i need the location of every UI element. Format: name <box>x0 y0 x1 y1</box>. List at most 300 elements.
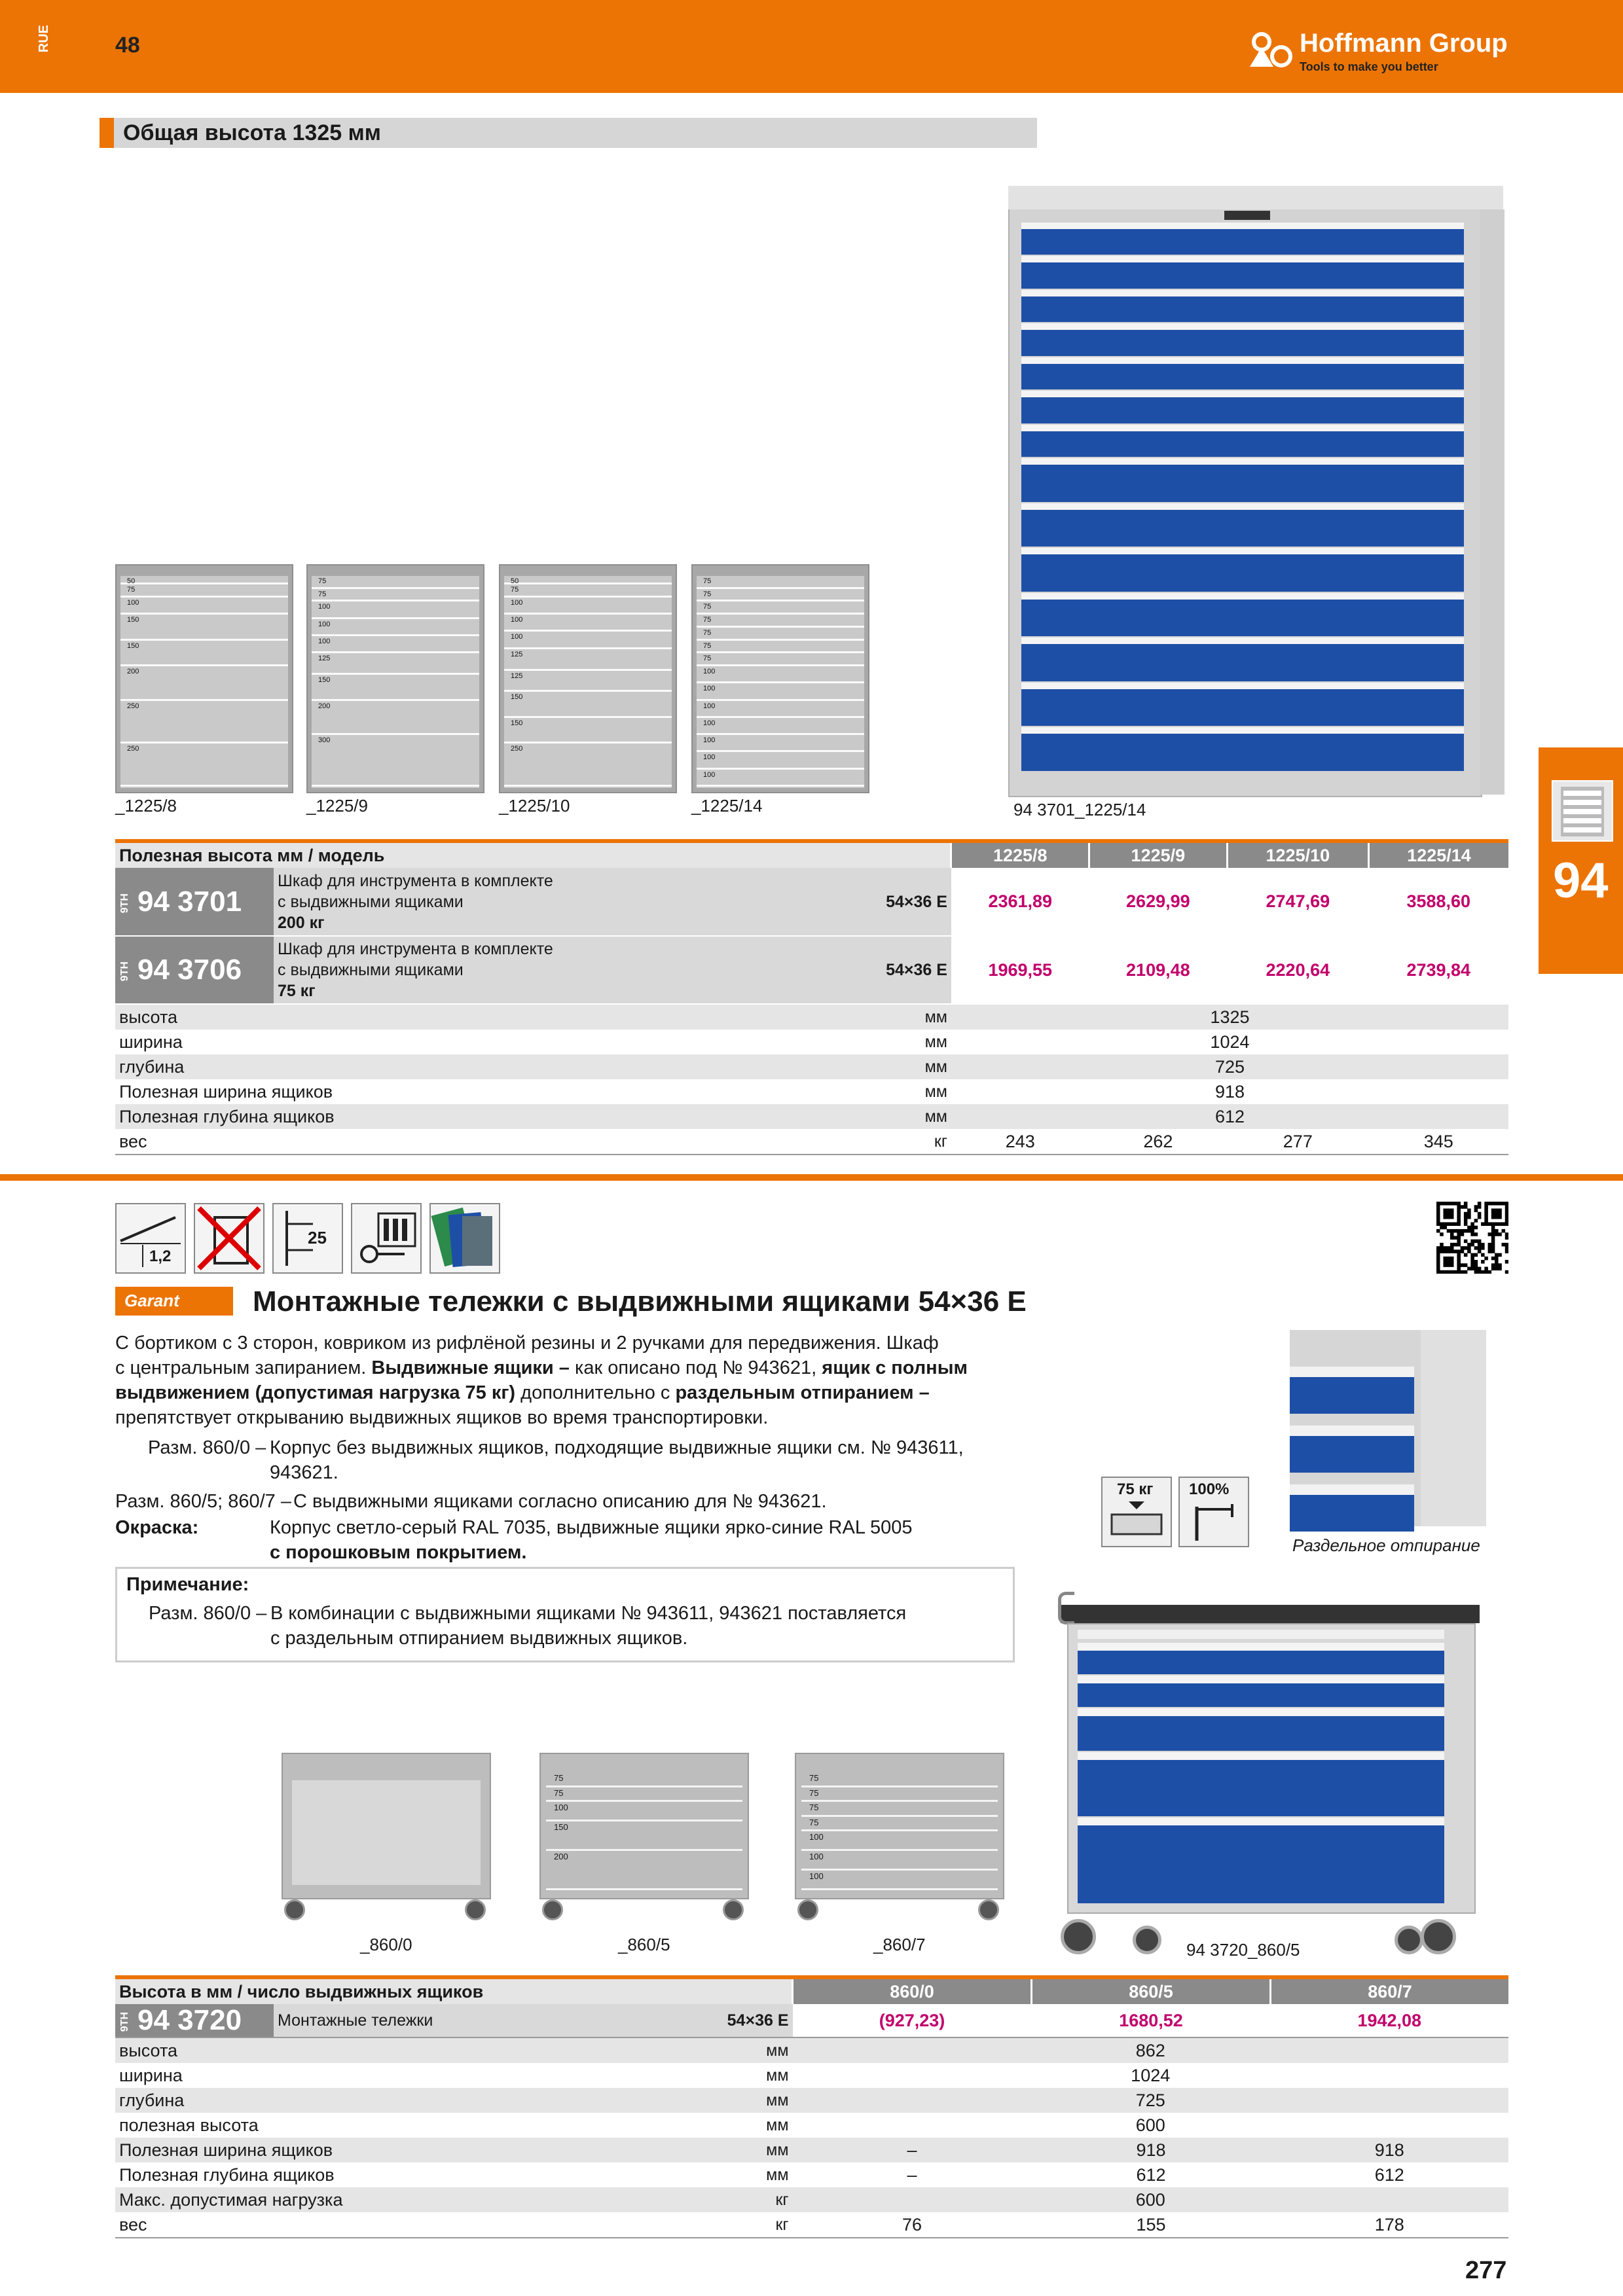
drawer-front <box>1078 1643 1444 1674</box>
extension-badge <box>1178 1477 1249 1547</box>
qr-module <box>1474 1270 1478 1274</box>
qr-code-icon <box>1436 1202 1508 1274</box>
qr-module <box>1495 1260 1499 1264</box>
price: (927,23) <box>879 2010 945 2030</box>
qr-module <box>1484 1222 1488 1226</box>
qr-module <box>1491 1208 1495 1212</box>
drawer <box>697 752 864 769</box>
qr-module <box>1505 1212 1508 1216</box>
drawer-front <box>1290 1484 1414 1532</box>
qr-module <box>1436 1260 1440 1264</box>
qr-module <box>1470 1263 1474 1267</box>
model-header: 1225/10 <box>1227 841 1368 868</box>
qr-module <box>1450 1260 1454 1264</box>
qr-module <box>1502 1229 1506 1233</box>
paint-label: Окраска: <box>115 1517 199 1538</box>
drawer <box>801 1831 998 1851</box>
qr-module <box>1436 1267 1440 1271</box>
spec-value: 725 <box>1214 1056 1245 1077</box>
cabinet-label: _1225/8 <box>115 796 177 816</box>
cabinet-thumbnail <box>499 564 677 793</box>
weight-row <box>115 2212 1508 2238</box>
extension-badge-value: 100% <box>1189 1480 1230 1498</box>
drawer-front <box>1290 1367 1414 1414</box>
load-rating-value: 1,2 <box>149 1247 172 1265</box>
qr-module <box>1505 1208 1508 1212</box>
spec-row <box>115 1004 1508 1030</box>
article-code: 94 3720 <box>137 2004 242 2036</box>
footer-page-number: 277 <box>1465 2257 1507 2284</box>
qr-module <box>1440 1222 1444 1226</box>
cabinet-front <box>697 576 864 788</box>
trolley-photo-label: 94 3720_860/5 <box>1186 1940 1300 1960</box>
product-description <box>274 936 818 1004</box>
qr-module <box>1502 1222 1506 1226</box>
qr-module <box>1488 1232 1492 1236</box>
drawer-height-label: 50 <box>511 577 519 585</box>
drawer-height-label: 100 <box>809 1852 824 1861</box>
drawer <box>697 601 864 615</box>
qr-module <box>1491 1222 1495 1226</box>
drawer-height-label: 100 <box>703 702 716 710</box>
qr-module <box>1457 1232 1461 1236</box>
qr-module <box>1484 1270 1488 1274</box>
drawer-height-label: 250 <box>127 745 139 753</box>
qr-module <box>1467 1226 1471 1230</box>
qr-module <box>1464 1205 1468 1209</box>
qr-module <box>1495 1257 1499 1261</box>
section-title-bar <box>100 118 1037 148</box>
qr-module <box>1464 1219 1468 1223</box>
spec-value: 862 <box>1135 2040 1165 2060</box>
spec-name: высота <box>119 1007 178 1027</box>
qr-module <box>1498 1208 1502 1212</box>
qr-module <box>1495 1229 1499 1233</box>
chapter-tab <box>1539 747 1623 974</box>
qr-module <box>1491 1257 1495 1261</box>
drawer <box>312 601 479 619</box>
drawer <box>120 584 288 598</box>
drawer <box>697 615 864 628</box>
qr-module <box>1470 1232 1474 1236</box>
qr-module <box>1447 1229 1451 1233</box>
text-run: как описано под № 943621, <box>569 1357 822 1378</box>
qr-module <box>1457 1243 1461 1247</box>
qr-module <box>1461 1229 1465 1233</box>
product-row <box>115 936 1508 1004</box>
qr-module <box>1453 1270 1457 1274</box>
qr-module <box>1488 1270 1492 1274</box>
table-header-row <box>115 841 1508 868</box>
qr-module <box>1470 1267 1474 1271</box>
spec-unit: мм <box>924 1107 947 1126</box>
price: 1680,52 <box>1119 2010 1183 2030</box>
cabinet-front <box>120 576 288 788</box>
qr-module <box>1440 1232 1444 1236</box>
drawer-height-label: 100 <box>511 598 523 607</box>
qr-module <box>1464 1253 1468 1257</box>
qr-module <box>1440 1246 1444 1250</box>
qr-module <box>1461 1232 1465 1236</box>
qr-module <box>1436 1202 1440 1206</box>
drawer-height-label: 150 <box>318 676 331 685</box>
qr-module <box>1484 1257 1488 1261</box>
drawer <box>801 1802 998 1817</box>
drawer-height-label: 150 <box>127 616 139 624</box>
cabinet-top <box>1008 186 1503 209</box>
size-text: С выдвижными ящиками согласно описанию для № 943621. <box>293 1491 827 1512</box>
qr-module <box>1447 1246 1451 1250</box>
cabinet-drawers <box>1021 223 1480 772</box>
qr-module <box>1443 1260 1447 1264</box>
description-line <box>115 1381 930 1405</box>
qr-module <box>1443 1226 1447 1230</box>
drawer-front <box>1021 637 1464 681</box>
qr-code[interactable] <box>1436 1202 1508 1274</box>
qr-module <box>1505 1215 1508 1219</box>
text-run: Выдвижные ящики – <box>371 1357 570 1378</box>
load-badge <box>1101 1477 1172 1547</box>
lock-strip <box>1078 1630 1444 1639</box>
qr-module <box>1436 1263 1440 1267</box>
qr-module <box>1453 1243 1457 1247</box>
qr-module <box>1505 1219 1508 1223</box>
spec-name: полезная высота <box>119 2115 259 2135</box>
qr-module <box>1467 1229 1471 1233</box>
drawer-height-label: 75 <box>511 586 519 594</box>
drawer <box>120 641 288 666</box>
drawer-height-label: 75 <box>809 1787 819 1798</box>
qr-module <box>1495 1208 1499 1212</box>
open-compartment <box>292 1780 481 1885</box>
qr-module <box>1457 1229 1461 1233</box>
drawer-height-label: 100 <box>809 1871 824 1881</box>
drawer <box>546 1772 742 1787</box>
spec-unit: кг <box>775 2190 789 2209</box>
spec-unit: мм <box>766 2066 789 2085</box>
qr-module <box>1457 1208 1461 1212</box>
spec-unit: мм <box>924 1032 947 1051</box>
qr-module <box>1481 1243 1485 1247</box>
drawer-height-label: 75 <box>703 641 712 650</box>
drawer <box>801 1851 998 1871</box>
qr-module <box>1453 1236 1457 1240</box>
cabinet-table <box>115 839 1508 1155</box>
trolley-thumbnail <box>275 1740 498 1936</box>
drawer <box>504 744 672 787</box>
drawer-height-label: 50 <box>127 577 136 585</box>
qr-module <box>1498 1202 1502 1206</box>
drawer-front <box>1021 458 1464 502</box>
spec-unit: мм <box>924 1007 947 1026</box>
product-row <box>115 2004 1508 2037</box>
qr-module <box>1443 1263 1447 1267</box>
qr-module <box>1457 1257 1461 1261</box>
brand-tagline: Tools to make you better <box>1300 60 1438 73</box>
qr-module <box>1450 1212 1454 1216</box>
product-description <box>274 868 818 936</box>
qr-module <box>1491 1232 1495 1236</box>
qr-module <box>1484 1205 1488 1209</box>
spec-unit: мм <box>924 1057 947 1076</box>
drawer <box>312 619 479 636</box>
spec-row <box>115 2063 1508 2088</box>
table-header-row <box>115 1977 1508 2004</box>
spec-name: Полезная глубина ящиков <box>119 2164 335 2185</box>
cabinet-thumbnail <box>306 564 484 793</box>
article-number <box>115 868 274 936</box>
qr-module <box>1478 1205 1482 1209</box>
qr-module <box>1443 1257 1447 1261</box>
qr-module <box>1461 1249 1465 1253</box>
spec-row <box>115 2088 1508 2113</box>
separate-locking-photo <box>1290 1330 1486 1526</box>
color-swatches-icon <box>429 1203 500 1274</box>
qr-module <box>1453 1202 1457 1206</box>
qr-module <box>1474 1240 1478 1244</box>
detail-caption: Раздельное отпирание <box>1292 1535 1480 1555</box>
qr-module <box>1484 1215 1488 1219</box>
drawer <box>120 615 288 640</box>
wheel <box>1421 1919 1456 1954</box>
qr-module <box>1450 1249 1454 1253</box>
drawer-height-label: 100 <box>511 633 523 641</box>
qr-module <box>1436 1270 1440 1274</box>
qr-module <box>1450 1222 1454 1226</box>
price: 2109,48 <box>1089 936 1228 1004</box>
qr-module <box>1436 1215 1440 1219</box>
qr-module <box>1502 1202 1506 1206</box>
trolley-label: _860/0 <box>360 1935 412 1954</box>
weight-value: 277 <box>1283 1131 1313 1151</box>
qr-module <box>1450 1257 1454 1261</box>
drawer-front <box>1078 1818 1444 1903</box>
qr-module <box>1464 1222 1468 1226</box>
desc-line: Шкаф для инструмента в комплекте <box>278 871 553 890</box>
qr-module <box>1447 1249 1451 1253</box>
cabinet-front <box>312 576 479 788</box>
drawer-height-label: 100 <box>703 668 716 675</box>
chapter-number: 94 <box>1553 853 1609 908</box>
grid-spacing-icon <box>272 1203 343 1274</box>
qr-module <box>1491 1229 1495 1233</box>
qr-module <box>1467 1212 1471 1216</box>
article-code: 94 3701 <box>137 885 242 918</box>
qr-module <box>1453 1249 1457 1253</box>
qr-module <box>1505 1260 1508 1264</box>
note-box <box>115 1567 1015 1662</box>
paint-text: Корпус светло-серый RAL 7035, выдвижные ящики ярко-синие RAL 5005 <box>270 1517 913 1538</box>
drawer <box>697 718 864 735</box>
qr-module <box>1443 1202 1447 1206</box>
qr-module <box>1474 1226 1478 1230</box>
drawer-height-label: 125 <box>318 655 331 663</box>
qr-module <box>1443 1249 1447 1253</box>
model-header: 860/5 <box>1032 1977 1271 2004</box>
qr-module <box>1450 1208 1454 1212</box>
drawer-front <box>1021 683 1464 726</box>
drawer <box>120 598 288 615</box>
hoffmann-logo-icon <box>1247 30 1293 69</box>
drawer-front <box>1021 548 1464 592</box>
drawer-cabinet-icon <box>1553 781 1612 840</box>
drawer-front <box>1078 1676 1444 1707</box>
qr-module <box>1481 1222 1485 1226</box>
qr-module <box>1447 1260 1451 1264</box>
cabinet-label: _1225/14 <box>691 796 763 816</box>
qr-module <box>1450 1202 1454 1206</box>
drawer <box>504 718 672 744</box>
drawer-height-label: 100 <box>703 770 716 779</box>
page-code: RUE <box>37 25 51 53</box>
qr-module <box>1491 1267 1495 1271</box>
cabinet-photo <box>1008 186 1504 795</box>
qr-module <box>1436 1222 1440 1226</box>
model-header: 1225/9 <box>1089 841 1228 868</box>
wheel <box>465 1899 486 1920</box>
drawer <box>312 589 479 602</box>
drawer-front <box>1021 425 1464 457</box>
qr-module <box>1457 1202 1461 1206</box>
qr-module <box>1491 1236 1495 1240</box>
spec-value: 612 <box>1214 1106 1245 1126</box>
trolley-photo <box>1048 1592 1506 1971</box>
weight-value: 243 <box>1005 1131 1035 1151</box>
qr-module <box>1484 1212 1488 1216</box>
qr-module <box>1470 1260 1474 1264</box>
qr-module <box>1470 1222 1474 1226</box>
wheel <box>1395 1926 1423 1954</box>
qr-module <box>1478 1240 1482 1244</box>
drawer <box>697 576 864 589</box>
qr-module <box>1464 1246 1468 1250</box>
section-title: Общая высота 1325 мм <box>123 120 381 145</box>
text-run: дополнительно с <box>515 1382 676 1403</box>
qr-module <box>1491 1215 1495 1219</box>
drawer <box>504 598 672 615</box>
drawer-height-label: 100 <box>703 719 716 727</box>
drawer <box>697 641 864 654</box>
spec-row <box>115 1054 1508 1079</box>
title-accent <box>100 118 114 148</box>
trolley-table <box>115 1975 1508 2238</box>
drawer-height-label: 75 <box>703 655 712 663</box>
qr-module <box>1484 1202 1488 1206</box>
qr-module <box>1502 1243 1506 1247</box>
paint-text: с порошковым покрытием. <box>270 1542 527 1563</box>
text-run: выдвижением (допустимая нагрузка 75 кг) <box>115 1382 516 1403</box>
qr-module <box>1478 1249 1482 1253</box>
spec-unit: кг <box>934 1132 947 1151</box>
qr-module <box>1498 1212 1502 1216</box>
spec-value: 600 <box>1135 2115 1165 2135</box>
drawer <box>697 653 864 666</box>
cabinet-icon <box>1552 780 1613 842</box>
drawer-front <box>1021 290 1464 322</box>
description-line <box>115 1356 968 1380</box>
drawer-front <box>1290 1426 1414 1473</box>
qr-module <box>1443 1270 1447 1274</box>
drawer-height-label: 75 <box>703 590 712 598</box>
trolley-thumbnail <box>533 1740 756 1936</box>
qr-module <box>1457 1253 1461 1257</box>
drawer-height-label: 100 <box>703 685 716 693</box>
qr-module <box>1474 1253 1478 1257</box>
spec-name: ширина <box>119 2065 183 2085</box>
qr-module <box>1505 1205 1508 1209</box>
qr-module <box>1495 1253 1499 1257</box>
drawer <box>697 666 864 683</box>
spec-value: 612 <box>1374 2164 1404 2185</box>
qr-module <box>1484 1208 1488 1212</box>
drawer-height-label: 250 <box>127 702 139 710</box>
price: 1969,55 <box>951 936 1089 1004</box>
qr-module <box>1470 1253 1474 1257</box>
wheel <box>542 1899 563 1920</box>
spec-unit: мм <box>766 2041 789 2060</box>
qr-module <box>1505 1243 1508 1247</box>
drawer <box>546 1787 742 1803</box>
article-number <box>115 2004 274 2037</box>
qr-module <box>1470 1243 1474 1247</box>
qr-module <box>1498 1253 1502 1257</box>
drawer <box>504 671 672 692</box>
qr-module <box>1443 1215 1447 1219</box>
spec-row <box>115 2187 1508 2212</box>
qr-module <box>1498 1215 1502 1219</box>
drawer-height-label: 100 <box>703 736 716 745</box>
qr-module <box>1447 1212 1451 1216</box>
qr-module <box>1467 1246 1471 1250</box>
drawer <box>504 576 672 584</box>
qr-module <box>1447 1257 1451 1261</box>
drawer-height-label: 100 <box>127 598 139 607</box>
qr-module <box>1488 1243 1492 1247</box>
qr-module <box>1457 1205 1461 1209</box>
qr-module <box>1498 1232 1502 1236</box>
drawer-front <box>1021 357 1464 389</box>
qr-module <box>1450 1229 1454 1233</box>
drawer <box>697 701 864 718</box>
spec-name: глубина <box>119 1056 185 1077</box>
drawer <box>312 701 479 736</box>
qr-module <box>1436 1208 1440 1212</box>
price: 2629,99 <box>1089 868 1228 936</box>
qr-module <box>1436 1212 1440 1216</box>
qr-module <box>1474 1246 1478 1250</box>
weight-value: 178 <box>1374 2214 1404 2234</box>
price: 2747,69 <box>1227 868 1368 936</box>
qr-module <box>1491 1240 1495 1244</box>
qr-module <box>1457 1263 1461 1267</box>
qr-module <box>1457 1240 1461 1244</box>
qr-module <box>1467 1267 1471 1271</box>
spec-name: Полезная ширина ящиков <box>119 2140 333 2160</box>
drawer-height-label: 125 <box>511 650 523 658</box>
brand-name: Hoffmann Group <box>1300 29 1508 58</box>
spec-value: 1024 <box>1131 2065 1171 2085</box>
drawer <box>546 1851 742 1890</box>
spec-row <box>115 2113 1508 2138</box>
drawer-height-label: 150 <box>511 693 523 702</box>
qr-module <box>1450 1246 1454 1250</box>
qr-module <box>1478 1202 1482 1206</box>
price: 3588,60 <box>1369 868 1509 936</box>
qr-module <box>1440 1202 1444 1206</box>
qr-module <box>1491 1249 1495 1253</box>
qr-module <box>1481 1253 1485 1257</box>
qr-module <box>1457 1260 1461 1264</box>
